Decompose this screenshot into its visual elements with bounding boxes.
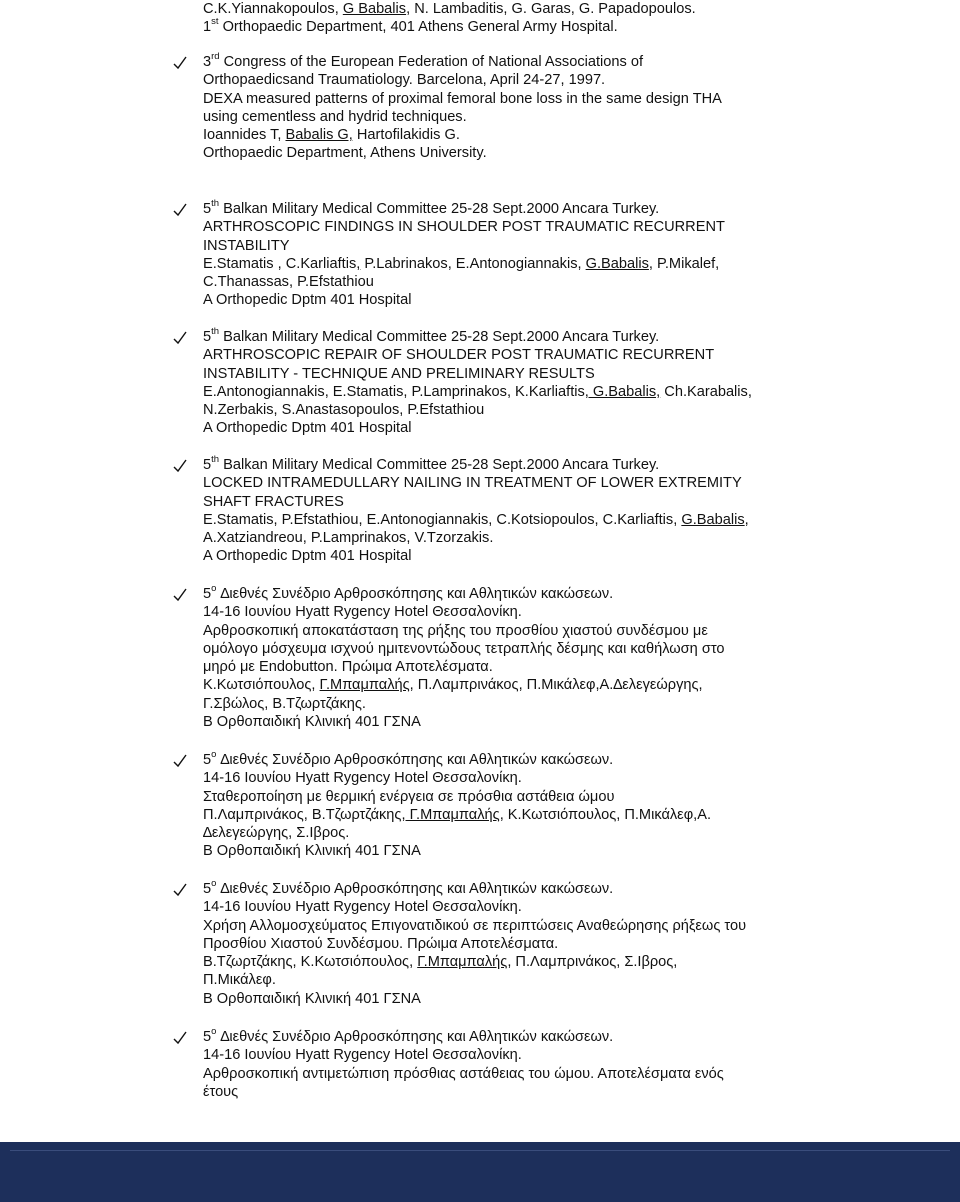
checkmark-icon bbox=[172, 458, 188, 474]
event-details: 14-16 Ιουνίου Hyatt Rygency Hotel Θεσσαλονίκη. bbox=[203, 1047, 522, 1064]
paper-title: SHAFT FRACTURES bbox=[203, 493, 344, 510]
paper-title: μηρό με Endobutton. Πρώιμα Αποτελέσματα. bbox=[203, 659, 493, 676]
event-title: 5$^o$ ∆ιεθνές Συνέδριο Αρθροσκόπησης και Αθλητικών κακώσεων. bbox=[203, 1026, 614, 1045]
authors-line: E.Antonogiannakis, E.Stamatis, P.Lamprinakos, K.Karliaftis, G.Babalis, Ch.Karabalis, bbox=[203, 383, 752, 400]
paper-title: ARTHROSCOPIC FINDINGS IN SHOULDER POST TRAUMATIC RECURRENT bbox=[203, 219, 725, 236]
header-affiliation: 1st Orthopaedic Department, 401 Athens General Army Hospital. bbox=[203, 16, 618, 36]
checkmark-icon bbox=[172, 1030, 188, 1046]
authors-line: Ioannides T, Babalis G, Hartofilakidis G. bbox=[203, 127, 460, 144]
footer-divider bbox=[10, 1150, 950, 1202]
affiliation-line: Β Ορθοπαιδική Κλινική 401 ΓΣΝΑ bbox=[203, 843, 421, 860]
event-details: 14-16 Ιουνίου Hyatt Rygency Hotel Θεσσαλονίκη. bbox=[203, 899, 522, 916]
paper-title: INSTABILITY bbox=[203, 237, 290, 254]
event-details: 14-16 Ιουνίου Hyatt Rygency Hotel Θεσσαλονίκη. bbox=[203, 770, 522, 787]
authors-line: A.Xatziandreou, P.Lamprinakos, V.Tzorzakis. bbox=[203, 530, 494, 547]
author-highlight: G.Babalis bbox=[681, 511, 745, 528]
affiliation-line: A Orthopedic Dptm 401 Hospital bbox=[203, 292, 412, 309]
authors-line: ∆ελεγεώργης, Σ.Ιβρος. bbox=[203, 825, 350, 842]
paper-title: Προσθίου Χιαστού Συνδέσμου. Πρώιμα Αποτελέσματα. bbox=[203, 935, 559, 952]
checkmark-icon bbox=[172, 882, 188, 898]
event-title: 3rd Congress of the European Federation of National Associations of bbox=[203, 51, 644, 70]
paper-title: Σταθεροποίηση με θερμική ενέργεια σε πρόσθια αστάθεια ώμου bbox=[203, 788, 615, 805]
authors-line: C.Thanassas, P.Efstathiou bbox=[203, 274, 374, 291]
authors-line: Κ.Κωτσιόπουλος, Γ.Μπαμπαλής, Π.Λαμπρινάκος, Π.Μικάλεφ,Α.∆ελεγεώργης, bbox=[203, 677, 703, 694]
authors-line: Π.Μικάλεφ. bbox=[203, 972, 276, 989]
checkmark-icon bbox=[172, 202, 188, 218]
authors-line: N.Zerbakis, S.Anastasopoulos, P.Efstathiou bbox=[203, 402, 485, 419]
event-title: 5$^o$ ∆ιεθνές Συνέδριο Αρθροσκόπησης και Αθλητικών κακώσεων. bbox=[203, 749, 614, 768]
event-details: Orthopaedicsand Traumatiology. Barcelona, April 24-27, 1997. bbox=[203, 72, 606, 89]
author-highlight: , G.Babalis, bbox=[584, 383, 661, 400]
affiliation-line: Β Ορθοπαιδική Κλινική 401 ΓΣΝΑ bbox=[203, 990, 421, 1007]
author-highlight: Babalis G, bbox=[285, 127, 353, 144]
event-title: 5th Balkan Military Medical Committee 25-28 Sept.2000 Ancara Turkey. bbox=[203, 326, 660, 345]
event-title: 5$^o$ ∆ιεθνές Συνέδριο Αρθροσκόπησης και Αθλητικών κακώσεων. bbox=[203, 878, 614, 897]
checkmark-icon bbox=[172, 55, 188, 71]
paper-title: LOCKED INTRAMEDULLARY NAILING IN TREATMENT OF LOWER EXTREMITY bbox=[203, 475, 742, 492]
authors-line: Γ.Σβώλος, Β.Τζωρτζάκης. bbox=[203, 695, 366, 712]
footer-band bbox=[0, 1142, 960, 1202]
author-highlight: , Γ.Μπαμπαλής bbox=[401, 806, 500, 823]
author-highlight: G.Babalis bbox=[585, 255, 649, 272]
paper-title: έτους bbox=[203, 1083, 239, 1100]
authors-line: E.Stamatis, P.Efstathiou, E.Antonogiannakis, C.Kotsiopoulos, C.Karliaftis, G.Babalis, bbox=[203, 511, 749, 528]
header-authors: C.K.Yiannakopoulos, G Babalis, N. Lambaditis, G. Garas, G. Papadopoulos. bbox=[203, 1, 696, 17]
paper-title: ομόλογο μόσχευμα ισχνού ημιτενοντώδους τετραπλής δέσμης και καθήλωση στο bbox=[203, 640, 725, 657]
event-title: 5th Balkan Military Medical Committee 25-28 Sept.2000 Ancara Turkey. bbox=[203, 454, 660, 473]
authors-line: Β.Τζωρτζάκης, Κ.Κωτσιόπουλος, Γ.Μπαμπαλής, Π.Λαμπρινάκος, Σ.Ιβρος, bbox=[203, 954, 678, 971]
checkmark-icon bbox=[172, 330, 188, 346]
event-title: 5$^o$ ∆ιεθνές Συνέδριο Αρθροσκόπησης και Αθλητικών κακώσεων. bbox=[203, 583, 614, 602]
paper-title: Αρθροσκοπική αποκατάσταση της ρήξης του προσθίου χιαστού συνδέσμου με bbox=[203, 622, 708, 639]
paper-title: Χρήση Αλλομοσχεύματος Επιγονατιδικού σε περιπτώσεις Αναθεώρησης ρήξεως του bbox=[203, 917, 747, 934]
event-title: 5th Balkan Military Medical Committee 25-28 Sept.2000 Ancara Turkey. bbox=[203, 198, 660, 217]
author-highlight: G Babalis bbox=[342, 1, 407, 17]
author-highlight: Γ.Μπαμπαλής bbox=[417, 954, 508, 971]
checkmark-icon bbox=[172, 753, 188, 769]
affiliation-line: A Orthopedic Dptm 401 Hospital bbox=[203, 548, 412, 565]
event-details: 14-16 Ιουνίου Hyatt Rygency Hotel Θεσσαλονίκη. bbox=[203, 604, 522, 621]
paper-title: ARTHROSCOPIC REPAIR OF SHOULDER POST TRAUMATIC RECURRENT bbox=[203, 347, 715, 364]
paper-title: Αρθροσκοπική αντιμετώπιση πρόσθιας αστάθειας του ώμου. Αποτελέσματα ενός bbox=[203, 1065, 724, 1082]
authors-line: Π.Λαμπρινάκος, Β.Τζωρτζάκης, Γ.Μπαμπαλής, Κ.Κωτσιόπουλος, Π.Μικάλεφ,Α. bbox=[203, 806, 711, 823]
authors-line: E.Stamatis , C.Karliaftis, P.Labrinakos, E.Antonogiannakis, G.Babalis, P.Mikalef, bbox=[203, 255, 720, 272]
paper-title: INSTABILITY - TECHNIQUE AND PRELIMINARY RESULTS bbox=[203, 365, 595, 382]
affiliation-line: A Orthopedic Dptm 401 Hospital bbox=[203, 420, 412, 437]
paper-title: using cementless and hydrid techniques. bbox=[203, 108, 467, 125]
checkmark-icon bbox=[172, 587, 188, 603]
paper-title: DEXA measured patterns of proximal femoral bone loss in the same design THA bbox=[203, 90, 722, 107]
affiliation-line: Orthopaedic Department, Athens University. bbox=[203, 145, 487, 162]
header-block bbox=[203, 0, 696, 37]
author-highlight: Γ.Μπαμπαλής bbox=[319, 677, 410, 694]
affiliation-line: Β Ορθοπαιδική Κλινική 401 ΓΣΝΑ bbox=[203, 714, 421, 731]
